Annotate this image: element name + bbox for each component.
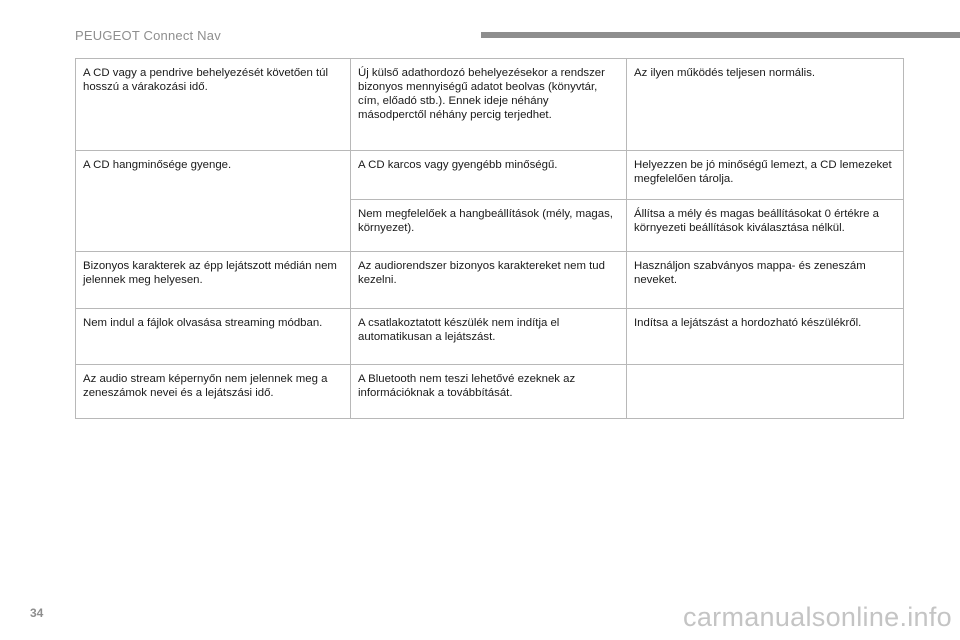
solution-cell: Indítsa a lejátszást a hordozható készülékről. — [627, 309, 904, 365]
cause-cell: Az audiorendszer bizonyos karaktereket nem tud kezelni. — [351, 252, 627, 309]
problem-cell: A CD vagy a pendrive behelyezését követően túl hosszú a várakozási idő. — [76, 59, 351, 151]
solution-cell: Helyezzen be jó minőségű lemezt, a CD lemezeket megfelelően tárolja. — [627, 151, 904, 200]
solution-cell: Használjon szabványos mappa- és zeneszám neveket. — [627, 252, 904, 309]
solution-cell — [627, 365, 904, 419]
header-rule — [481, 32, 960, 38]
cause-cell: Új külső adathordozó behelyezésekor a rendszer bizonyos mennyiségű adatot beolvas (könyvtár, cím, előadó stb.). Ennek ideje néhány másodperctől néhány percig terjedhet. — [351, 59, 627, 151]
solution-cell: Az ilyen működés teljesen normális. — [627, 59, 904, 151]
watermark: carmanualsonline.info — [683, 602, 952, 632]
troubleshooting-table-container — [75, 58, 903, 419]
table-row — [76, 252, 904, 309]
problem-cell: A CD hangminősége gyenge. — [76, 151, 351, 252]
solution-cell: Állítsa a mély és magas beállításokat 0 értékre a környezeti beállítások kiválasztása nélkül. — [627, 200, 904, 252]
page-number: 34 — [30, 606, 44, 620]
problem-cell: Nem indul a fájlok olvasása streaming módban. — [76, 309, 351, 365]
cause-cell: Nem megfelelőek a hangbeállítások (mély, magas, környezet). — [351, 200, 627, 252]
troubleshooting-table — [75, 58, 904, 419]
cause-cell: A CD karcos vagy gyengébb minőségű. — [351, 151, 627, 200]
table-row — [76, 309, 904, 365]
cause-cell: A csatlakoztatott készülék nem indítja el automatikusan a lejátszást. — [351, 309, 627, 365]
table-row — [76, 59, 904, 151]
table-row — [76, 151, 904, 200]
problem-cell: Bizonyos karakterek az épp lejátszott médián nem jelennek meg helyesen. — [76, 252, 351, 309]
cause-cell: A Bluetooth nem teszi lehetővé ezeknek az információknak a továbbítását. — [351, 365, 627, 419]
table-row — [76, 365, 904, 419]
page-header-title: PEUGEOT Connect Nav — [75, 28, 221, 43]
problem-cell: Az audio stream képernyőn nem jelennek meg a zeneszámok nevei és a lejátszási idő. — [76, 365, 351, 419]
